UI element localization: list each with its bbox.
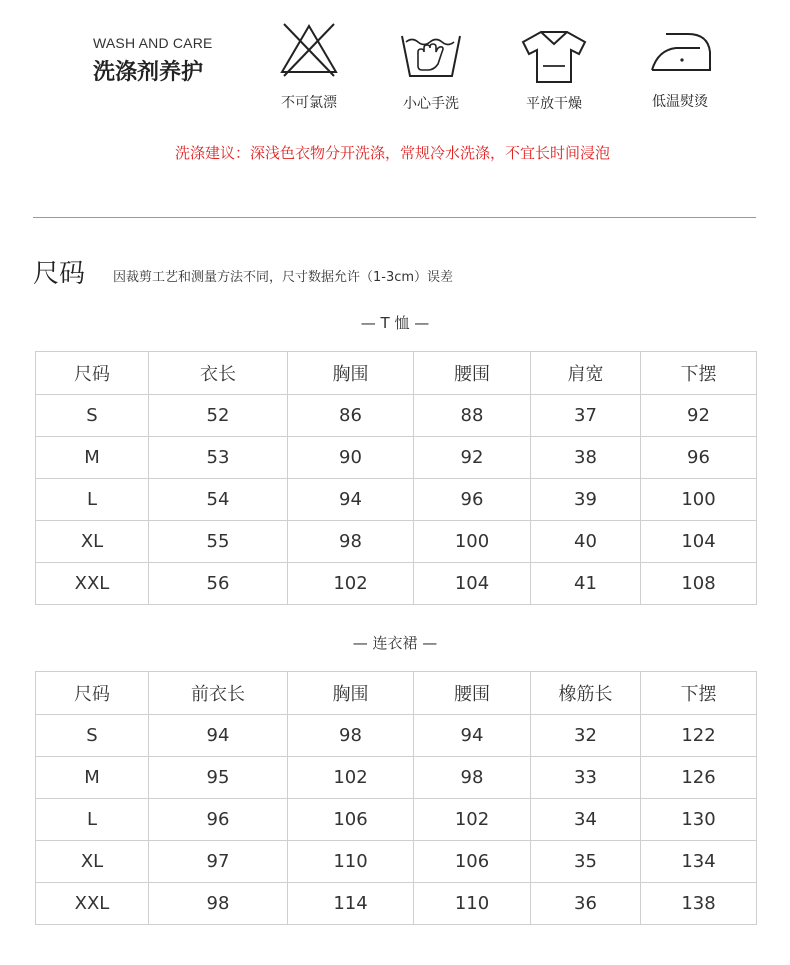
header-cell: 腰围 xyxy=(414,352,531,395)
table-cell: 52 xyxy=(149,395,288,437)
table-cell: 102 xyxy=(288,563,414,605)
table-cell: 92 xyxy=(414,437,531,479)
wash-advice: 洗涤建议：深浅色衣物分开洗涤，常规冷水洗涤，不宜长时间浸泡 xyxy=(175,144,611,162)
table-cell: 32 xyxy=(531,715,641,757)
table-row xyxy=(36,757,757,799)
table-cell: 126 xyxy=(641,757,757,799)
table-cell: L xyxy=(36,479,149,521)
header-cell: 尺码 xyxy=(36,352,149,395)
table-cell: S xyxy=(36,395,149,437)
table-cell: 36 xyxy=(531,883,641,925)
low-iron-icon xyxy=(648,32,714,74)
table-cell: 95 xyxy=(149,757,288,799)
table-cell: M xyxy=(36,437,149,479)
hand-wash-label: 小心手洗 xyxy=(403,96,459,112)
table-cell: 94 xyxy=(149,715,288,757)
wash-care-title-cn: 洗涤剂养护 xyxy=(93,60,204,85)
dry-flat-label: 平放干燥 xyxy=(526,96,582,112)
wash-care-title-en: WASH AND CARE xyxy=(93,35,213,51)
table-row xyxy=(36,437,757,479)
table-cell: 114 xyxy=(288,883,414,925)
table-cell: 56 xyxy=(149,563,288,605)
table-cell: XL xyxy=(36,841,149,883)
table-cell: M xyxy=(36,757,149,799)
header-cell: 前衣长 xyxy=(149,672,288,715)
table-cell: 106 xyxy=(414,841,531,883)
table-row xyxy=(36,395,757,437)
table-header-row xyxy=(36,352,757,395)
table-cell: 98 xyxy=(288,521,414,563)
table-cell: 92 xyxy=(641,395,757,437)
header-cell: 橡筋长 xyxy=(531,672,641,715)
table-cell: 102 xyxy=(288,757,414,799)
table-cell: 35 xyxy=(531,841,641,883)
table-cell: 106 xyxy=(288,799,414,841)
table-cell: 96 xyxy=(641,437,757,479)
header-cell: 肩宽 xyxy=(531,352,641,395)
table-cell: 104 xyxy=(641,521,757,563)
table-cell: 53 xyxy=(149,437,288,479)
table-cell: 98 xyxy=(414,757,531,799)
tshirt-size-table xyxy=(35,351,757,605)
table-row xyxy=(36,799,757,841)
table-cell: 90 xyxy=(288,437,414,479)
low-iron-label: 低温熨烫 xyxy=(652,94,708,110)
table-cell: 97 xyxy=(149,841,288,883)
header-cell: 下摆 xyxy=(641,672,757,715)
table-cell: XL xyxy=(36,521,149,563)
table-cell: 130 xyxy=(641,799,757,841)
header-cell: 衣长 xyxy=(149,352,288,395)
table-row xyxy=(36,563,757,605)
table-cell: 41 xyxy=(531,563,641,605)
table-cell: 40 xyxy=(531,521,641,563)
table-cell: 110 xyxy=(414,883,531,925)
table-cell: 134 xyxy=(641,841,757,883)
table-cell: 33 xyxy=(531,757,641,799)
table-cell: 102 xyxy=(414,799,531,841)
header-cell: 尺码 xyxy=(36,672,149,715)
table-cell: XXL xyxy=(36,883,149,925)
size-note: 因裁剪工艺和测量方法不同，尺寸数据允许（1-3cm）误差 xyxy=(113,270,454,285)
table-cell: 88 xyxy=(414,395,531,437)
table-cell: 39 xyxy=(531,479,641,521)
no-bleach-icon xyxy=(278,20,340,78)
table-cell: L xyxy=(36,799,149,841)
table-row xyxy=(36,521,757,563)
table-cell: 110 xyxy=(288,841,414,883)
size-title: 尺码 xyxy=(33,259,86,289)
section-divider xyxy=(33,217,756,218)
dress-section-title: — 连衣裙 — xyxy=(352,634,438,652)
tshirt-section-title: — T 恤 — xyxy=(360,314,430,332)
table-cell: 34 xyxy=(531,799,641,841)
dress-size-table xyxy=(35,671,757,925)
table-cell: 38 xyxy=(531,437,641,479)
table-cell: 94 xyxy=(414,715,531,757)
header-cell: 胸围 xyxy=(288,352,414,395)
table-cell: 98 xyxy=(288,715,414,757)
table-row xyxy=(36,883,757,925)
header-cell: 腰围 xyxy=(414,672,531,715)
table-cell: 96 xyxy=(414,479,531,521)
table-cell: 138 xyxy=(641,883,757,925)
table-cell: 100 xyxy=(641,479,757,521)
table-row xyxy=(36,841,757,883)
table-cell: 54 xyxy=(149,479,288,521)
table-cell: 94 xyxy=(288,479,414,521)
table-cell: XXL xyxy=(36,563,149,605)
table-cell: 37 xyxy=(531,395,641,437)
table-cell: 86 xyxy=(288,395,414,437)
table-cell: 96 xyxy=(149,799,288,841)
table-cell: 100 xyxy=(414,521,531,563)
table-cell: 104 xyxy=(414,563,531,605)
table-cell: 98 xyxy=(149,883,288,925)
table-cell: 122 xyxy=(641,715,757,757)
table-row xyxy=(36,479,757,521)
table-cell: S xyxy=(36,715,149,757)
header-cell: 下摆 xyxy=(641,352,757,395)
no-bleach-label: 不可氯漂 xyxy=(281,95,337,111)
table-cell: 108 xyxy=(641,563,757,605)
dry-flat-icon xyxy=(521,30,587,84)
table-cell: 55 xyxy=(149,521,288,563)
table-header-row xyxy=(36,672,757,715)
header-cell: 胸围 xyxy=(288,672,414,715)
hand-wash-icon xyxy=(400,28,462,82)
table-row xyxy=(36,715,757,757)
